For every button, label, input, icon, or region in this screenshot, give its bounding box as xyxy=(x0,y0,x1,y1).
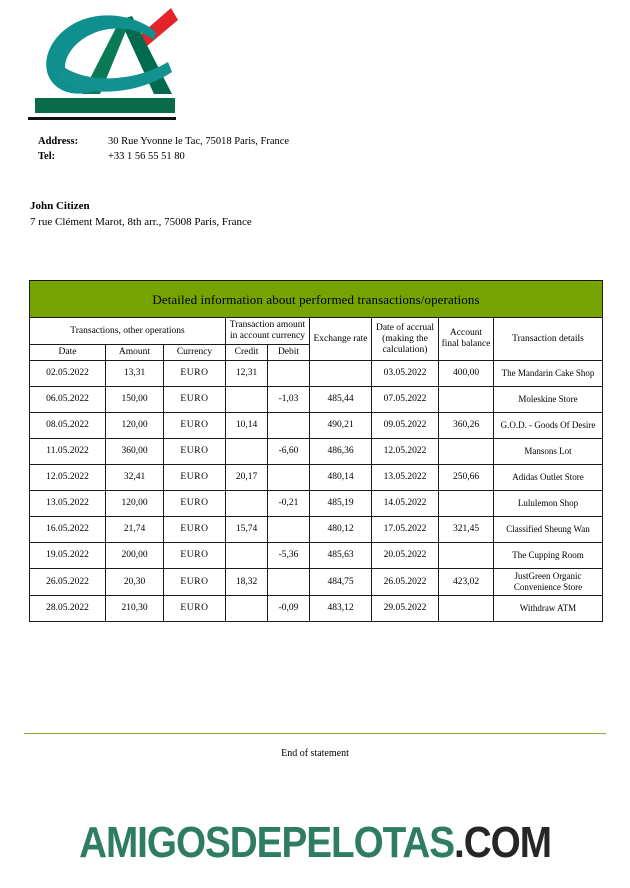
cell-date: 26.05.2022 xyxy=(30,569,106,596)
cell-accrual-date: 13.05.2022 xyxy=(372,465,439,491)
cell-final-balance xyxy=(439,491,494,517)
cell-currency: EURO xyxy=(164,387,226,413)
cell-currency: EURO xyxy=(164,517,226,543)
cell-exchange-rate: 486,36 xyxy=(310,439,372,465)
cell-credit: 12,31 xyxy=(226,361,268,387)
cell-final-balance: 321,45 xyxy=(439,517,494,543)
cell-details: Mansons Lot xyxy=(494,439,603,465)
bank-address-row xyxy=(38,134,289,149)
cell-debit xyxy=(268,569,310,596)
logo-base-bar xyxy=(35,98,175,113)
cell-debit: -0,21 xyxy=(268,491,310,517)
cell-credit: 18,32 xyxy=(226,569,268,596)
cell-accrual-date: 29.05.2022 xyxy=(372,596,439,622)
customer-info xyxy=(30,198,252,230)
cell-currency: EURO xyxy=(164,491,226,517)
cell-final-balance xyxy=(439,387,494,413)
header-currency: Currency xyxy=(164,345,226,361)
cell-credit xyxy=(226,596,268,622)
site-watermark xyxy=(38,818,592,868)
cell-details: The Mandarin Cake Shop xyxy=(494,361,603,387)
cell-accrual-date: 09.05.2022 xyxy=(372,413,439,439)
cell-credit: 10,14 xyxy=(226,413,268,439)
header-account-final-balance: Account final balance xyxy=(439,318,494,361)
header-transaction-amount-group: Transaction amount in account currency xyxy=(226,318,310,345)
cell-currency: EURO xyxy=(164,413,226,439)
cell-exchange-rate: 485,44 xyxy=(310,387,372,413)
bank-contact-info xyxy=(38,134,289,164)
table-row xyxy=(30,387,603,413)
cell-amount: 360,00 xyxy=(106,439,164,465)
cell-final-balance xyxy=(439,543,494,569)
header-amount: Amount xyxy=(106,345,164,361)
cell-date: 06.05.2022 xyxy=(30,387,106,413)
cell-amount: 21,74 xyxy=(106,517,164,543)
cell-credit xyxy=(226,387,268,413)
cell-date: 13.05.2022 xyxy=(30,491,106,517)
cell-details: Adidas Outlet Store xyxy=(494,465,603,491)
cell-exchange-rate xyxy=(310,361,372,387)
cell-currency: EURO xyxy=(164,596,226,622)
cell-date: 19.05.2022 xyxy=(30,543,106,569)
cell-details: Moleskine Store xyxy=(494,387,603,413)
cell-final-balance xyxy=(439,596,494,622)
cell-currency: EURO xyxy=(164,543,226,569)
table-title-row xyxy=(30,281,603,318)
cell-amount: 120,00 xyxy=(106,491,164,517)
cell-date: 12.05.2022 xyxy=(30,465,106,491)
bank-address-label: Address: xyxy=(38,136,79,147)
transactions-table xyxy=(29,280,603,622)
cell-credit xyxy=(226,491,268,517)
cell-date: 02.05.2022 xyxy=(30,361,106,387)
table-row xyxy=(30,491,603,517)
cell-currency: EURO xyxy=(164,569,226,596)
cell-final-balance xyxy=(439,439,494,465)
bank-tel-value: +33 1 56 55 51 80 xyxy=(108,151,185,162)
cell-currency: EURO xyxy=(164,465,226,491)
cell-accrual-date: 12.05.2022 xyxy=(372,439,439,465)
cell-details: Lululemon Shop xyxy=(494,491,603,517)
table-row xyxy=(30,361,603,387)
customer-address: 7 rue Clément Marot, 8th arr., 75008 Paris, France xyxy=(30,216,252,228)
watermark-tld: .COM xyxy=(454,818,551,867)
cell-details: JustGreen Organic Convenience Store xyxy=(494,569,603,596)
cell-accrual-date: 07.05.2022 xyxy=(372,387,439,413)
bank-tel-row xyxy=(38,149,289,164)
cell-details: Classified Sheung Wan xyxy=(494,517,603,543)
cell-accrual-date: 20.05.2022 xyxy=(372,543,439,569)
cell-exchange-rate: 490,21 xyxy=(310,413,372,439)
table-row xyxy=(30,517,603,543)
cell-accrual-date: 03.05.2022 xyxy=(372,361,439,387)
cell-details: G.O.D. - Goods Of Desire xyxy=(494,413,603,439)
customer-name: John Citizen xyxy=(30,200,90,212)
header-exchange-rate: Exchange rate xyxy=(310,318,372,361)
cell-exchange-rate: 484,75 xyxy=(310,569,372,596)
cell-debit xyxy=(268,465,310,491)
cell-final-balance: 423,02 xyxy=(439,569,494,596)
table-title: Detailed information about performed transactions/operations xyxy=(30,281,603,318)
cell-details: The Cupping Room xyxy=(494,543,603,569)
footer-divider xyxy=(24,733,606,734)
cell-exchange-rate: 485,63 xyxy=(310,543,372,569)
logo-underline-rule xyxy=(28,117,176,120)
cell-exchange-rate: 485,19 xyxy=(310,491,372,517)
cell-credit: 15,74 xyxy=(226,517,268,543)
cell-accrual-date: 17.05.2022 xyxy=(372,517,439,543)
cell-currency: EURO xyxy=(164,361,226,387)
table-row xyxy=(30,465,603,491)
table-row xyxy=(30,439,603,465)
cell-amount: 210,30 xyxy=(106,596,164,622)
cell-debit: -5,36 xyxy=(268,543,310,569)
cell-credit xyxy=(226,439,268,465)
transactions-table-body xyxy=(30,361,603,622)
cell-debit xyxy=(268,413,310,439)
table-row xyxy=(30,569,603,596)
cell-amount: 20,30 xyxy=(106,569,164,596)
cell-amount: 200,00 xyxy=(106,543,164,569)
cell-date: 11.05.2022 xyxy=(30,439,106,465)
cell-debit: -6,60 xyxy=(268,439,310,465)
cell-final-balance: 250,66 xyxy=(439,465,494,491)
cell-exchange-rate: 480,14 xyxy=(310,465,372,491)
cell-debit: -0,09 xyxy=(268,596,310,622)
cell-accrual-date: 26.05.2022 xyxy=(372,569,439,596)
cell-details: Withdraw ATM xyxy=(494,596,603,622)
bank-address-value: 30 Rue Yvonne le Tac, 75018 Paris, France xyxy=(108,136,290,147)
header-debit: Debit xyxy=(268,345,310,361)
cell-date: 08.05.2022 xyxy=(30,413,106,439)
cell-accrual-date: 14.05.2022 xyxy=(372,491,439,517)
cell-currency: EURO xyxy=(164,439,226,465)
cell-debit: -1,03 xyxy=(268,387,310,413)
table-row xyxy=(30,596,603,622)
cell-amount: 32,41 xyxy=(106,465,164,491)
cell-debit xyxy=(268,361,310,387)
watermark-name: AMIGOSDEPELOTAS xyxy=(79,818,455,867)
header-transactions-group: Transactions, other operations xyxy=(30,318,226,345)
cell-date: 16.05.2022 xyxy=(30,517,106,543)
cell-amount: 120,00 xyxy=(106,413,164,439)
bank-tel-label: Tel: xyxy=(38,151,56,162)
cell-exchange-rate: 480,12 xyxy=(310,517,372,543)
credit-agricole-logo-svg xyxy=(28,6,178,118)
cell-credit: 20,17 xyxy=(226,465,268,491)
cell-date: 28.05.2022 xyxy=(30,596,106,622)
table-group-header-row xyxy=(30,318,603,345)
header-date-of-accrual: Date of accrual (making the calculation) xyxy=(372,318,439,361)
header-credit: Credit xyxy=(226,345,268,361)
header-transaction-details: Transaction details xyxy=(494,318,603,361)
cell-amount: 13,31 xyxy=(106,361,164,387)
cell-amount: 150,00 xyxy=(106,387,164,413)
header-date: Date xyxy=(30,345,106,361)
cell-debit xyxy=(268,517,310,543)
cell-final-balance: 360,26 xyxy=(439,413,494,439)
bank-logo xyxy=(28,6,178,118)
table-row xyxy=(30,543,603,569)
end-of-statement-text: End of statement xyxy=(281,748,349,759)
cell-final-balance: 400,00 xyxy=(439,361,494,387)
table-row xyxy=(30,413,603,439)
cell-exchange-rate: 483,12 xyxy=(310,596,372,622)
cell-credit xyxy=(226,543,268,569)
